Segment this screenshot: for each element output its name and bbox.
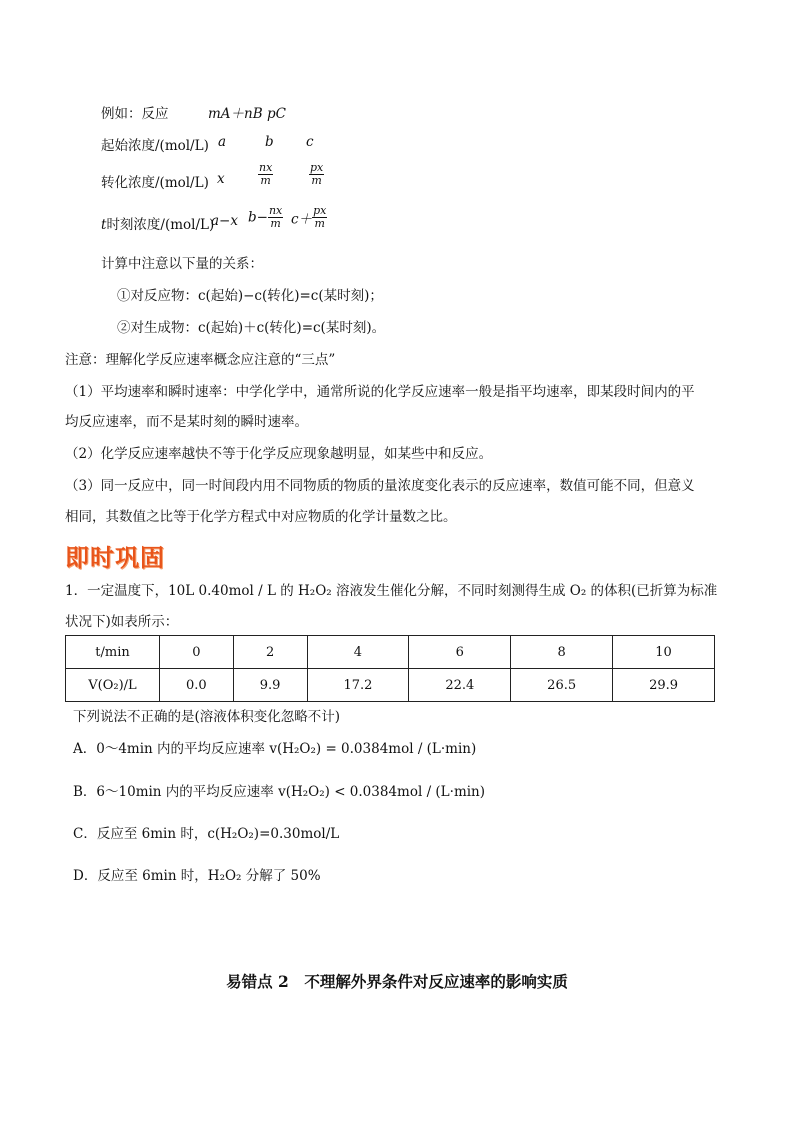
row3-a: a−x <box>211 213 238 229</box>
calc-note: 计算中注意以下量的关系： <box>101 256 263 272</box>
table-cell: 0.0 <box>160 669 234 702</box>
notes-p3-line2: 相同，其数值之比等于化学方程式中对应物质的化学计量数之比。 <box>65 509 457 525</box>
notes-title: 注意：理解化学反应速率概念应注意的“三点” <box>65 352 336 368</box>
row3-label: t时刻浓度/(mol/L) <box>101 217 215 233</box>
table-cell: 6 <box>409 636 511 669</box>
example-intro: 例如：反应 <box>101 106 169 122</box>
table-cell: 29.9 <box>613 669 715 702</box>
row3-c: c＋ $\frac{px}{m}$ <box>291 204 327 230</box>
relation-product: ②对生成物：c(起始)＋c(转化)=c(某时刻)。 <box>117 320 386 336</box>
table-cell: 17.2 <box>307 669 409 702</box>
table-cell: V(O₂)/L <box>66 669 160 702</box>
table-cell: 0 <box>160 636 234 669</box>
option-d: D．反应至 6min 时，H₂O₂ 分解了 50% <box>73 868 321 884</box>
option-b: B．6～10min 内的平均反应速率 v(H₂O₂) < 0.0384mol / (L·min) <box>73 784 486 800</box>
row1-label: 起始浓度/(mol/L) <box>101 138 209 154</box>
table-cell: 9.9 <box>233 669 307 702</box>
question-stem: 下列说法不正确的是(溶液体积变化忽略不计) <box>73 709 341 725</box>
table-cell: 26.5 <box>511 669 613 702</box>
table-cell: 8 <box>511 636 613 669</box>
example-reaction: mA＋nB pC <box>208 106 286 122</box>
row2-x: x <box>217 171 225 187</box>
option-c: C．反应至 6min 时，c(H₂O₂)=0.30mol/L <box>73 826 340 842</box>
practice-heading-badge: 即时巩固 <box>65 544 165 572</box>
table-cell: 22.4 <box>409 669 511 702</box>
row1-c: c <box>306 134 314 150</box>
table-header-row <box>66 636 715 669</box>
table-cell: 4 <box>307 636 409 669</box>
row3-b: b− $\frac{nx}{m}$ <box>248 204 283 230</box>
row2-label: 转化浓度/(mol/L) <box>101 175 209 191</box>
row2-b-fraction: $\frac{nx}{m}$ <box>259 161 273 187</box>
table-cell: 10 <box>613 636 715 669</box>
relation-reactant: ①对反应物：c(起始)−c(转化)=c(某时刻)； <box>117 288 383 304</box>
notes-p3-line1: （3）同一反应中，同一时间段内用不同物质的物质的量浓度变化表示的反应速率，数值可能不同，但意义 <box>65 478 695 494</box>
notes-p2: （2）化学反应速率越快不等于化学反应现象越明显，如某些中和反应。 <box>65 446 493 462</box>
row1-b: b <box>265 134 274 150</box>
table-cell: 2 <box>233 636 307 669</box>
table-cell: t/min <box>66 636 160 669</box>
notes-p1-line1: （1）平均速率和瞬时速率：中学化学中，通常所说的化学反应速率一般是指平均速率，即某段时间内的平 <box>65 384 695 400</box>
option-a: A．0～4min 内的平均反应速率 v(H₂O₂) = 0.0384mol / (L·min) <box>73 741 477 757</box>
section-title: 易错点 2 不理解外界条件对反应速率的影响实质 <box>226 972 568 991</box>
row1-a: a <box>218 134 227 150</box>
oxygen-volume-table <box>65 635 715 702</box>
notes-p1-line2: 均反应速率，而不是某时刻的瞬时速率。 <box>65 414 308 430</box>
question-line2: 状况下)如表所示： <box>65 614 179 630</box>
table-row <box>66 669 715 702</box>
row2-c-fraction: $\frac{px}{m}$ <box>310 161 324 187</box>
question-line1: 1．一定温度下，10L 0.40mol / L 的 H₂O₂ 溶液发生催化分解，不同时刻测得生成 O₂ 的体积(已折算为标准 <box>65 583 718 599</box>
